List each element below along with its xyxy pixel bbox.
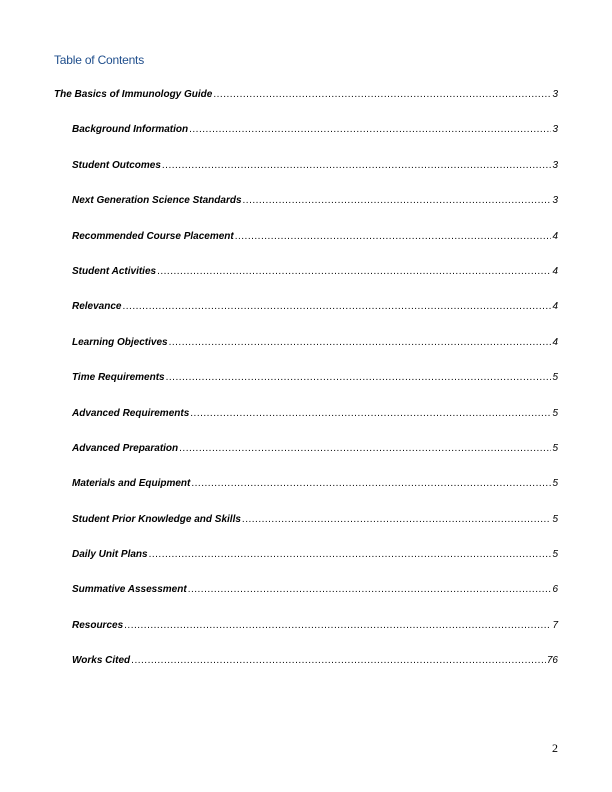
toc-entry[interactable] — [54, 549, 558, 584]
toc-entry-page: 5 — [552, 407, 558, 419]
toc-entry[interactable] — [54, 584, 558, 619]
toc-entry-title: The Basics of Immunology Guide — [54, 89, 213, 100]
toc-dot-leader — [188, 584, 552, 595]
toc-entry-page: 4 — [552, 265, 558, 277]
toc-entry[interactable] — [54, 301, 558, 336]
toc-entry[interactable] — [54, 124, 558, 159]
toc-entry[interactable] — [54, 89, 558, 124]
toc-entry[interactable] — [54, 195, 558, 230]
toc-dot-leader — [122, 301, 551, 312]
toc-entry-page: 76 — [546, 655, 558, 667]
toc-dot-leader — [189, 124, 551, 135]
toc-heading: Table of Contents — [54, 53, 144, 67]
toc-entry-title: Time Requirements — [72, 372, 165, 384]
toc-entry[interactable] — [54, 443, 558, 478]
toc-entry-page: 5 — [552, 442, 558, 454]
toc-entry[interactable] — [54, 337, 558, 372]
toc-entry-page: 7 — [552, 619, 558, 631]
toc-dot-leader — [191, 478, 551, 489]
page-number: 2 — [552, 741, 558, 755]
toc-dot-leader — [149, 549, 552, 560]
toc-entry-page: 3 — [552, 195, 558, 207]
toc-entry-title: Advanced Requirements — [72, 407, 190, 419]
toc-entry[interactable] — [54, 372, 558, 407]
toc-entry[interactable] — [54, 655, 558, 690]
toc-entry-page: 5 — [552, 513, 558, 525]
toc-entry-page: 5 — [552, 372, 558, 384]
toc-entry-page: 3 — [552, 124, 558, 136]
toc-entry[interactable] — [54, 514, 558, 549]
toc-entry-page: 3 — [552, 159, 558, 171]
toc-entry[interactable] — [54, 231, 558, 266]
toc-entry-page: 4 — [552, 301, 558, 313]
toc-entry-title: Recommended Course Placement — [72, 230, 234, 242]
toc-entry[interactable] — [54, 160, 558, 195]
toc-entry-title: Student Activities — [72, 265, 157, 277]
toc-entry-page: 5 — [552, 549, 558, 561]
toc-entry-title: Background Information — [72, 124, 189, 136]
toc-entry-page: 5 — [552, 478, 558, 490]
toc-entry[interactable] — [54, 266, 558, 301]
toc-entry-title: Materials and Equipment — [72, 478, 191, 490]
toc-dot-leader — [166, 372, 552, 383]
toc-dot-leader — [131, 655, 546, 666]
toc-entry-title: Learning Objectives — [72, 336, 168, 348]
toc-entry-title: Works Cited — [72, 655, 131, 667]
toc-dot-leader — [169, 337, 552, 348]
toc-entry-title: Advanced Preparation — [72, 442, 179, 454]
toc-entry-title: Resources — [72, 619, 124, 631]
toc-entry[interactable] — [54, 620, 558, 655]
toc-dot-leader — [157, 266, 551, 277]
toc-entry[interactable] — [54, 408, 558, 443]
toc-entry-title: Relevance — [72, 301, 122, 313]
table-of-contents — [54, 89, 558, 691]
toc-entry-title: Student Outcomes — [72, 159, 161, 171]
toc-dot-leader — [243, 195, 552, 206]
toc-entry-title: Next Generation Science Standards — [72, 195, 242, 207]
toc-dot-leader — [213, 89, 551, 100]
toc-entry-title: Daily Unit Plans — [72, 549, 148, 561]
toc-dot-leader — [235, 231, 552, 242]
toc-entry-page: 3 — [552, 89, 558, 100]
toc-entry-page: 4 — [552, 230, 558, 242]
toc-entry-page: 4 — [552, 336, 558, 348]
toc-dot-leader — [124, 620, 551, 631]
toc-dot-leader — [190, 408, 551, 419]
toc-entry[interactable] — [54, 478, 558, 513]
toc-dot-leader — [162, 160, 552, 171]
toc-dot-leader — [242, 514, 552, 525]
toc-entry-title: Summative Assessment — [72, 584, 187, 596]
toc-entry-title: Student Prior Knowledge and Skills — [72, 513, 241, 525]
toc-entry-page: 6 — [552, 584, 558, 596]
toc-dot-leader — [179, 443, 551, 454]
